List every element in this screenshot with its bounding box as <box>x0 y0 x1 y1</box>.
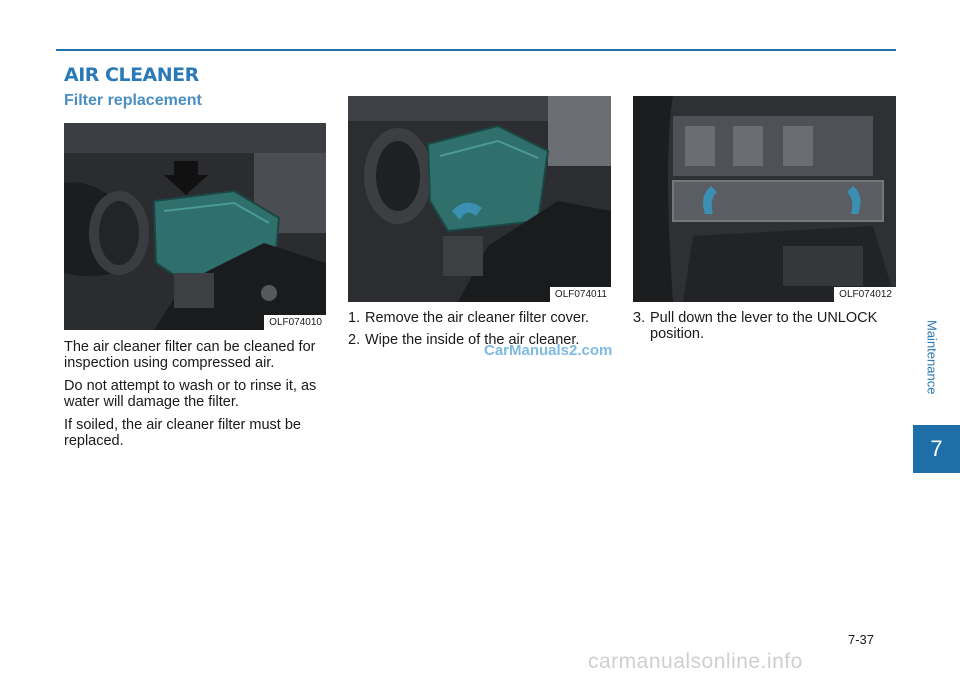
section-title: AIR CLEANER <box>64 64 199 86</box>
chapter-side-label: Maintenance <box>924 320 940 395</box>
paragraph: The air cleaner filter can be cleaned for inspection using compressed air. <box>64 339 316 371</box>
paragraph: If soiled, the air cleaner filter must be replaced. <box>64 417 301 449</box>
step-item <box>348 310 614 326</box>
figure-code: OLF074011 <box>550 287 611 302</box>
figure-code: OLF074010 <box>264 315 326 330</box>
figure-unlock-lever <box>633 96 896 302</box>
figure-remove-cover <box>348 96 611 302</box>
figure-engine-bay-arrow <box>64 123 326 330</box>
step-number: 1. <box>348 310 361 326</box>
sub-title: Filter replacement <box>64 92 202 109</box>
top-rule <box>56 49 896 51</box>
chapter-tab: 7 <box>913 425 960 473</box>
engine-bay-arrow-illustration <box>64 123 326 330</box>
column-3-steps <box>633 310 899 348</box>
paragraph: Do not attempt to wash or to rinse it, as water will damage the filter. <box>64 378 317 410</box>
step-item <box>633 310 899 342</box>
step-text: Pull down the lever to the UNLOCK position. <box>650 310 878 342</box>
watermark-link[interactable]: CarManuals2.com <box>484 342 613 359</box>
figure-code: OLF074012 <box>834 287 896 302</box>
remove-cover-illustration <box>348 96 611 302</box>
step-text: Remove the air cleaner filter cover. <box>365 310 590 326</box>
step-text: Wipe the inside of the air cleaner. <box>365 332 580 348</box>
step-number: 3. <box>633 310 646 326</box>
step-number: 2. <box>348 332 361 348</box>
column-1-text <box>64 339 328 456</box>
unlock-lever-illustration <box>633 96 896 302</box>
page-number: 7-37 <box>848 632 875 647</box>
footer-watermark: carmanualsonline.info <box>588 650 803 673</box>
